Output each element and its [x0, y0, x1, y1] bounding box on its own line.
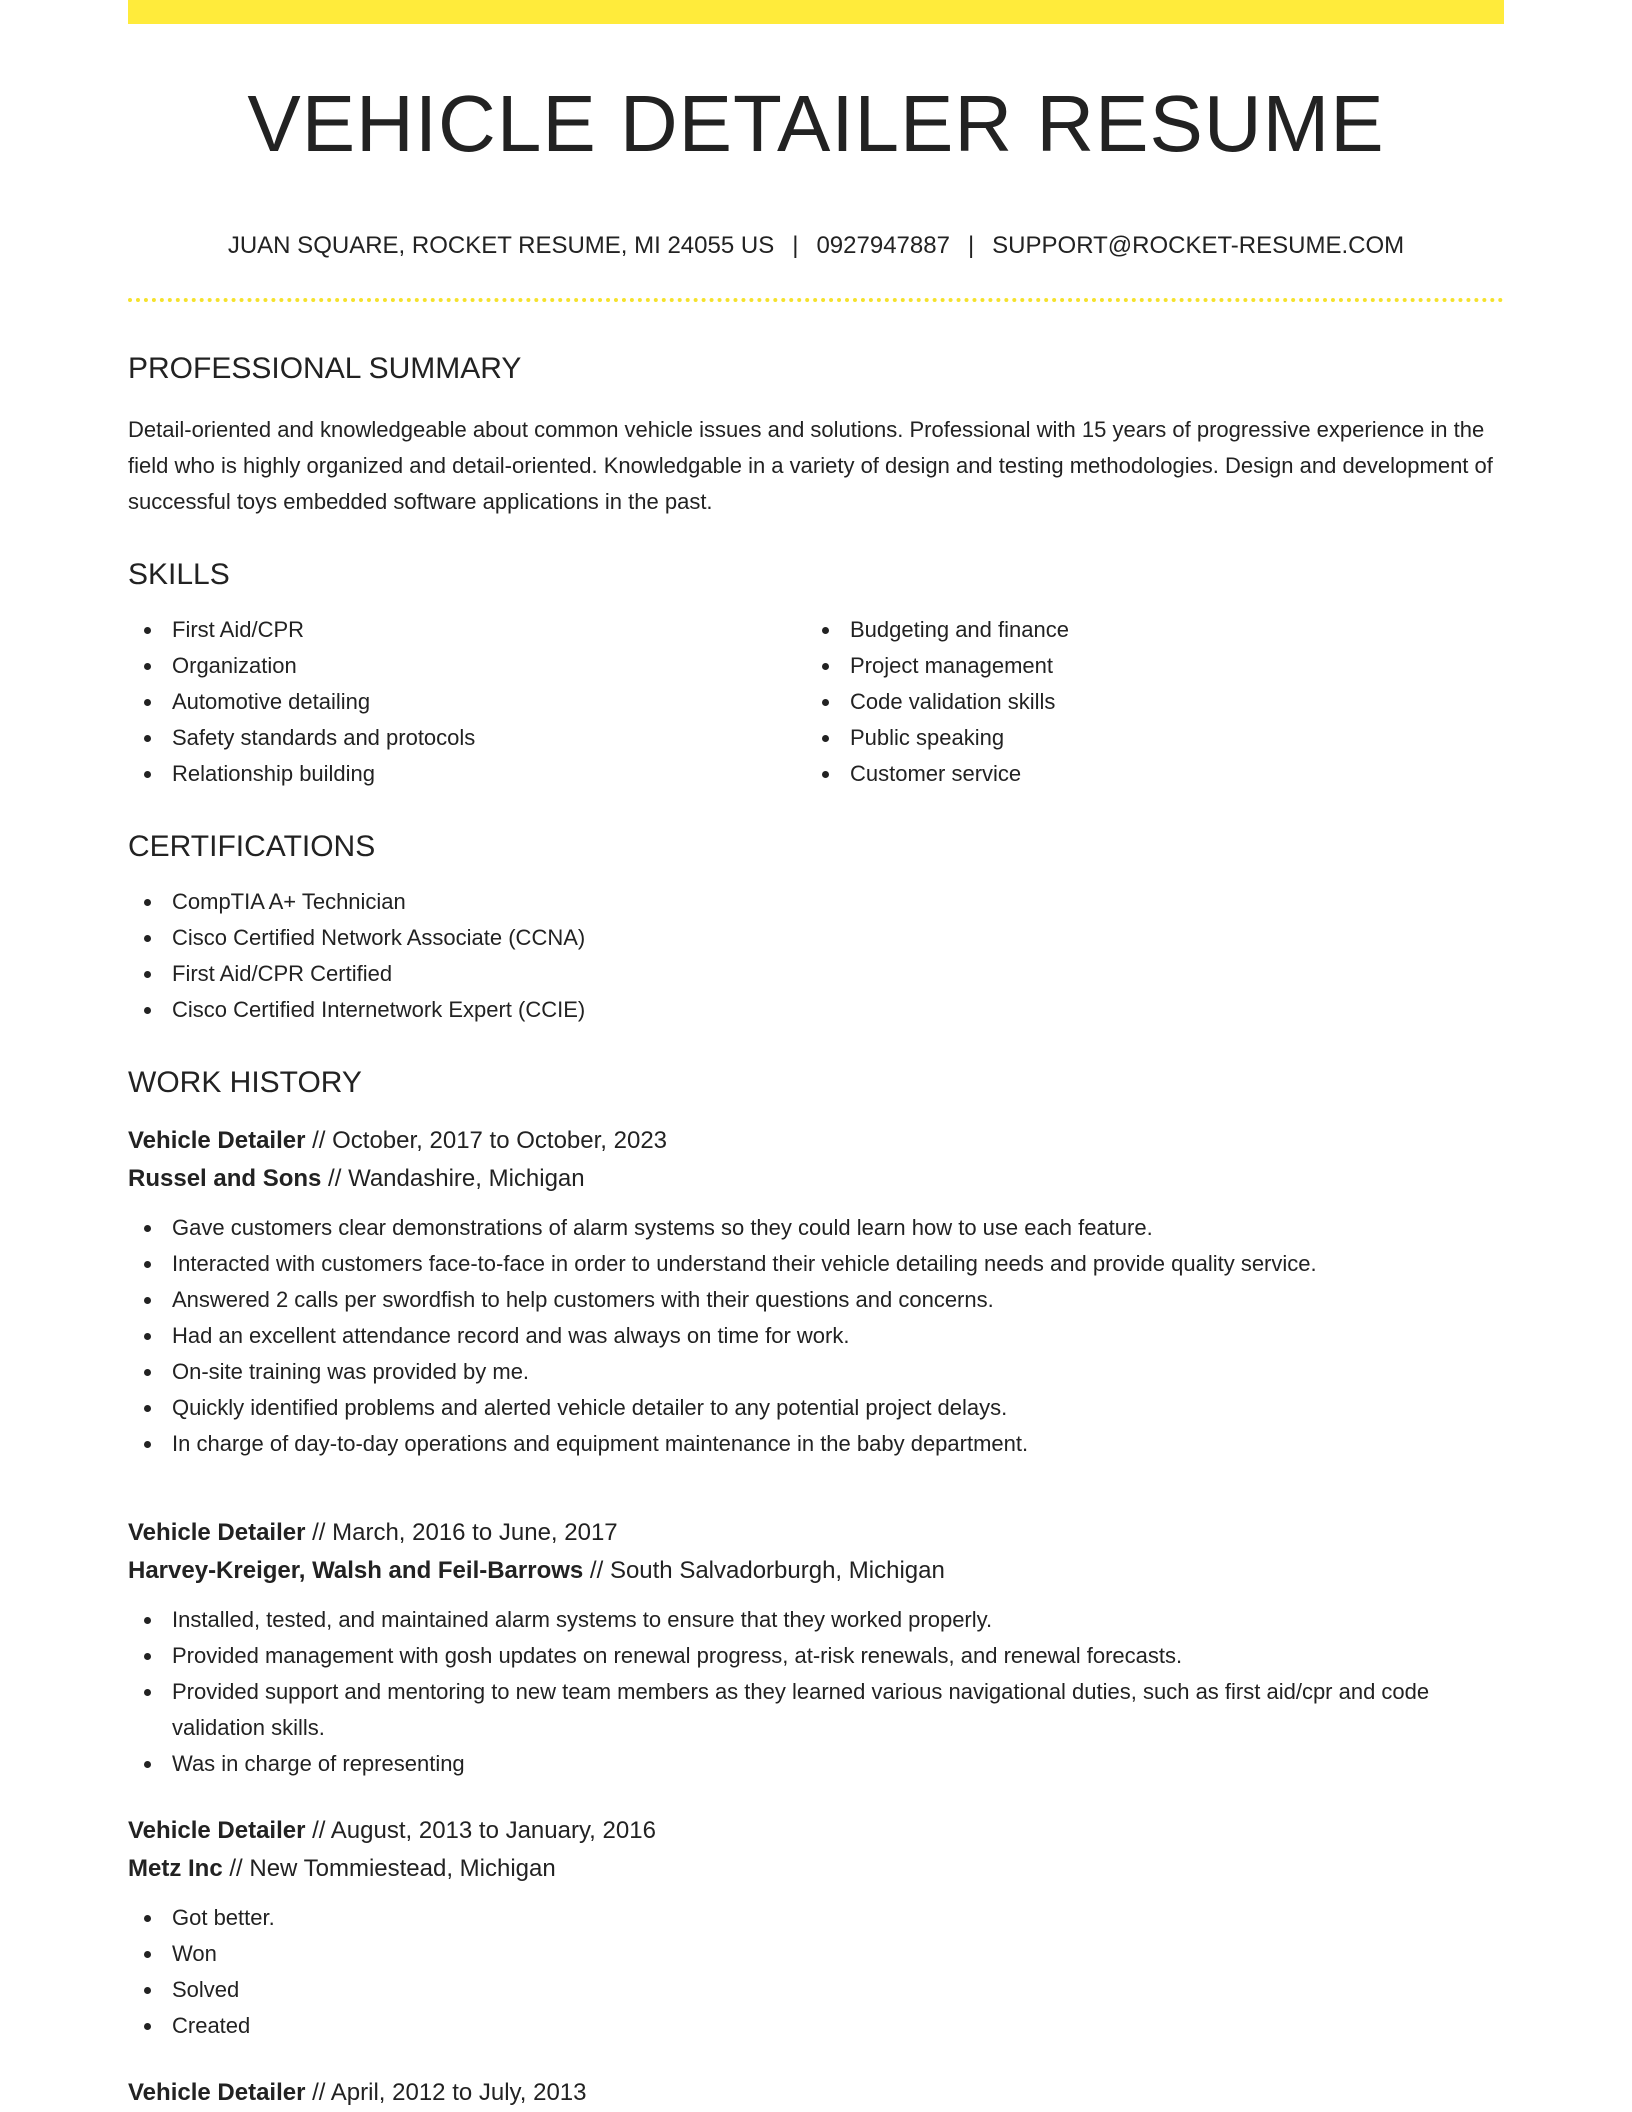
skills-list-right [806, 612, 1484, 792]
contact-separator: | [967, 232, 975, 259]
skill-item: Code validation skills [806, 684, 1484, 720]
duty-item: Was in charge of representing [128, 1746, 1504, 1782]
skills-heading: SKILLS [128, 558, 230, 591]
duty-item: Had an excellent attendance record and was always on time for work. [128, 1318, 1504, 1354]
job-role: Vehicle Detailer [128, 1817, 306, 1844]
duty-item: Won [128, 1936, 1504, 1972]
job-dates: // April, 2012 to July, 2013 [305, 2079, 587, 2106]
job-role: Vehicle Detailer [128, 1127, 306, 1154]
job-company: Metz Inc [128, 1855, 223, 1882]
address: JUAN SQUARE, ROCKET RESUME, MI 24055 US [227, 232, 775, 259]
skill-item: Project management [806, 648, 1484, 684]
duty-item: Created [128, 2008, 1504, 2044]
job-duties [128, 1602, 1504, 1782]
skill-item: Public speaking [806, 720, 1484, 756]
duty-item: Interacted with customers face-to-face in order to understand their vehicle detailing needs and provide quality service. [128, 1246, 1504, 1282]
certification-item: First Aid/CPR Certified [128, 956, 1504, 992]
work-history-heading: WORK HISTORY [128, 1066, 362, 1099]
duty-item: Installed, tested, and maintained alarm systems to ensure that they worked properly. [128, 1602, 1504, 1638]
email: SUPPORT@ROCKET-RESUME.COM [992, 232, 1405, 259]
job-location: // Wandashire, Michigan [321, 1165, 585, 1192]
job-role: Vehicle Detailer [128, 2079, 306, 2106]
job-company-line [128, 1160, 1504, 1198]
contact-separator: | [792, 232, 799, 259]
resume-title: VEHICLE DETAILER RESUME [247, 79, 1385, 168]
duty-item: Gave customers clear demonstrations of alarm systems so they could learn how to use each feature. [128, 1210, 1504, 1246]
job-dates: // October, 2017 to October, 2023 [305, 1127, 668, 1154]
resume-page [128, 0, 1504, 2112]
skill-item: Customer service [806, 756, 1484, 792]
job-entry [128, 2074, 1504, 2112]
duty-item: On-site training was provided by me. [128, 1354, 1504, 1390]
certification-item: Cisco Certified Network Associate (CCNA) [128, 920, 1504, 956]
job-company-line [128, 1552, 1504, 1590]
skill-item: Relationship building [128, 756, 806, 792]
job-duties [128, 1210, 1504, 1462]
top-accent-bar [128, 0, 1504, 24]
skills-list-left [128, 612, 806, 792]
job-entry [128, 1514, 1504, 1782]
phone: 0927947887 [816, 232, 950, 259]
job-role: Vehicle Detailer [128, 1519, 306, 1546]
job-company: Russel and Sons [128, 1165, 322, 1192]
skill-item: Organization [128, 648, 806, 684]
job-dates: // March, 2016 to June, 2017 [305, 1519, 618, 1546]
job-location: // South Salvadorburgh, Michigan [583, 1557, 945, 1584]
duty-item: Quickly identified problems and alerted vehicle detailer to any potential project delays. [128, 1390, 1504, 1426]
job-duties [128, 1900, 1504, 2044]
duty-item: In charge of day-to-day operations and equipment maintenance in the baby department. [128, 1426, 1504, 1462]
skill-item: Budgeting and finance [806, 612, 1484, 648]
job-company-line [128, 1850, 1504, 1888]
duty-item: Answered 2 calls per swordfish to help customers with their questions and concerns. [128, 1282, 1504, 1318]
job-role-line [128, 2074, 1504, 2112]
duty-item: Provided management with gosh updates on renewal progress, at-risk renewals, and renewal forecasts. [128, 1638, 1504, 1674]
duty-item: Got better. [128, 1900, 1504, 1936]
contact-line [128, 234, 1504, 258]
job-company: Harvey-Kreiger, Walsh and Feil-Barrows [128, 1557, 584, 1584]
certifications-heading: CERTIFICATIONS [128, 830, 376, 863]
duty-item: Solved [128, 1972, 1504, 2008]
job-role-line [128, 1122, 1504, 1160]
job-role-line [128, 1812, 1504, 1850]
dotted-divider [128, 298, 1504, 302]
skills-grid [128, 612, 1504, 792]
job-entry [128, 1812, 1504, 2044]
job-location: // New Tommiestead, Michigan [222, 1855, 556, 1882]
job-role-line [128, 1514, 1504, 1552]
certification-item: Cisco Certified Internetwork Expert (CCIE) [128, 992, 1504, 1028]
skill-item: Safety standards and protocols [128, 720, 806, 756]
duty-item: Provided support and mentoring to new team members as they learned various navigational duties, such as first aid/cpr and code validation skills. [128, 1674, 1504, 1746]
summary-heading: PROFESSIONAL SUMMARY [128, 352, 522, 385]
skill-item: Automotive detailing [128, 684, 806, 720]
job-entry [128, 1122, 1504, 1462]
job-dates: // August, 2013 to January, 2016 [305, 1817, 656, 1844]
certifications-list [128, 884, 1504, 1028]
skill-item: First Aid/CPR [128, 612, 806, 648]
certification-item: CompTIA A+ Technician [128, 884, 1504, 920]
summary-text: Detail-oriented and knowledgeable about common vehicle issues and solutions. Professional with 15 years of progressive experience in the field who is highly organized and detail-oriented. Knowledgable in a variety of design and testing methodologies. Design and development of successful toys embedded software applications in the past. [128, 417, 1493, 514]
